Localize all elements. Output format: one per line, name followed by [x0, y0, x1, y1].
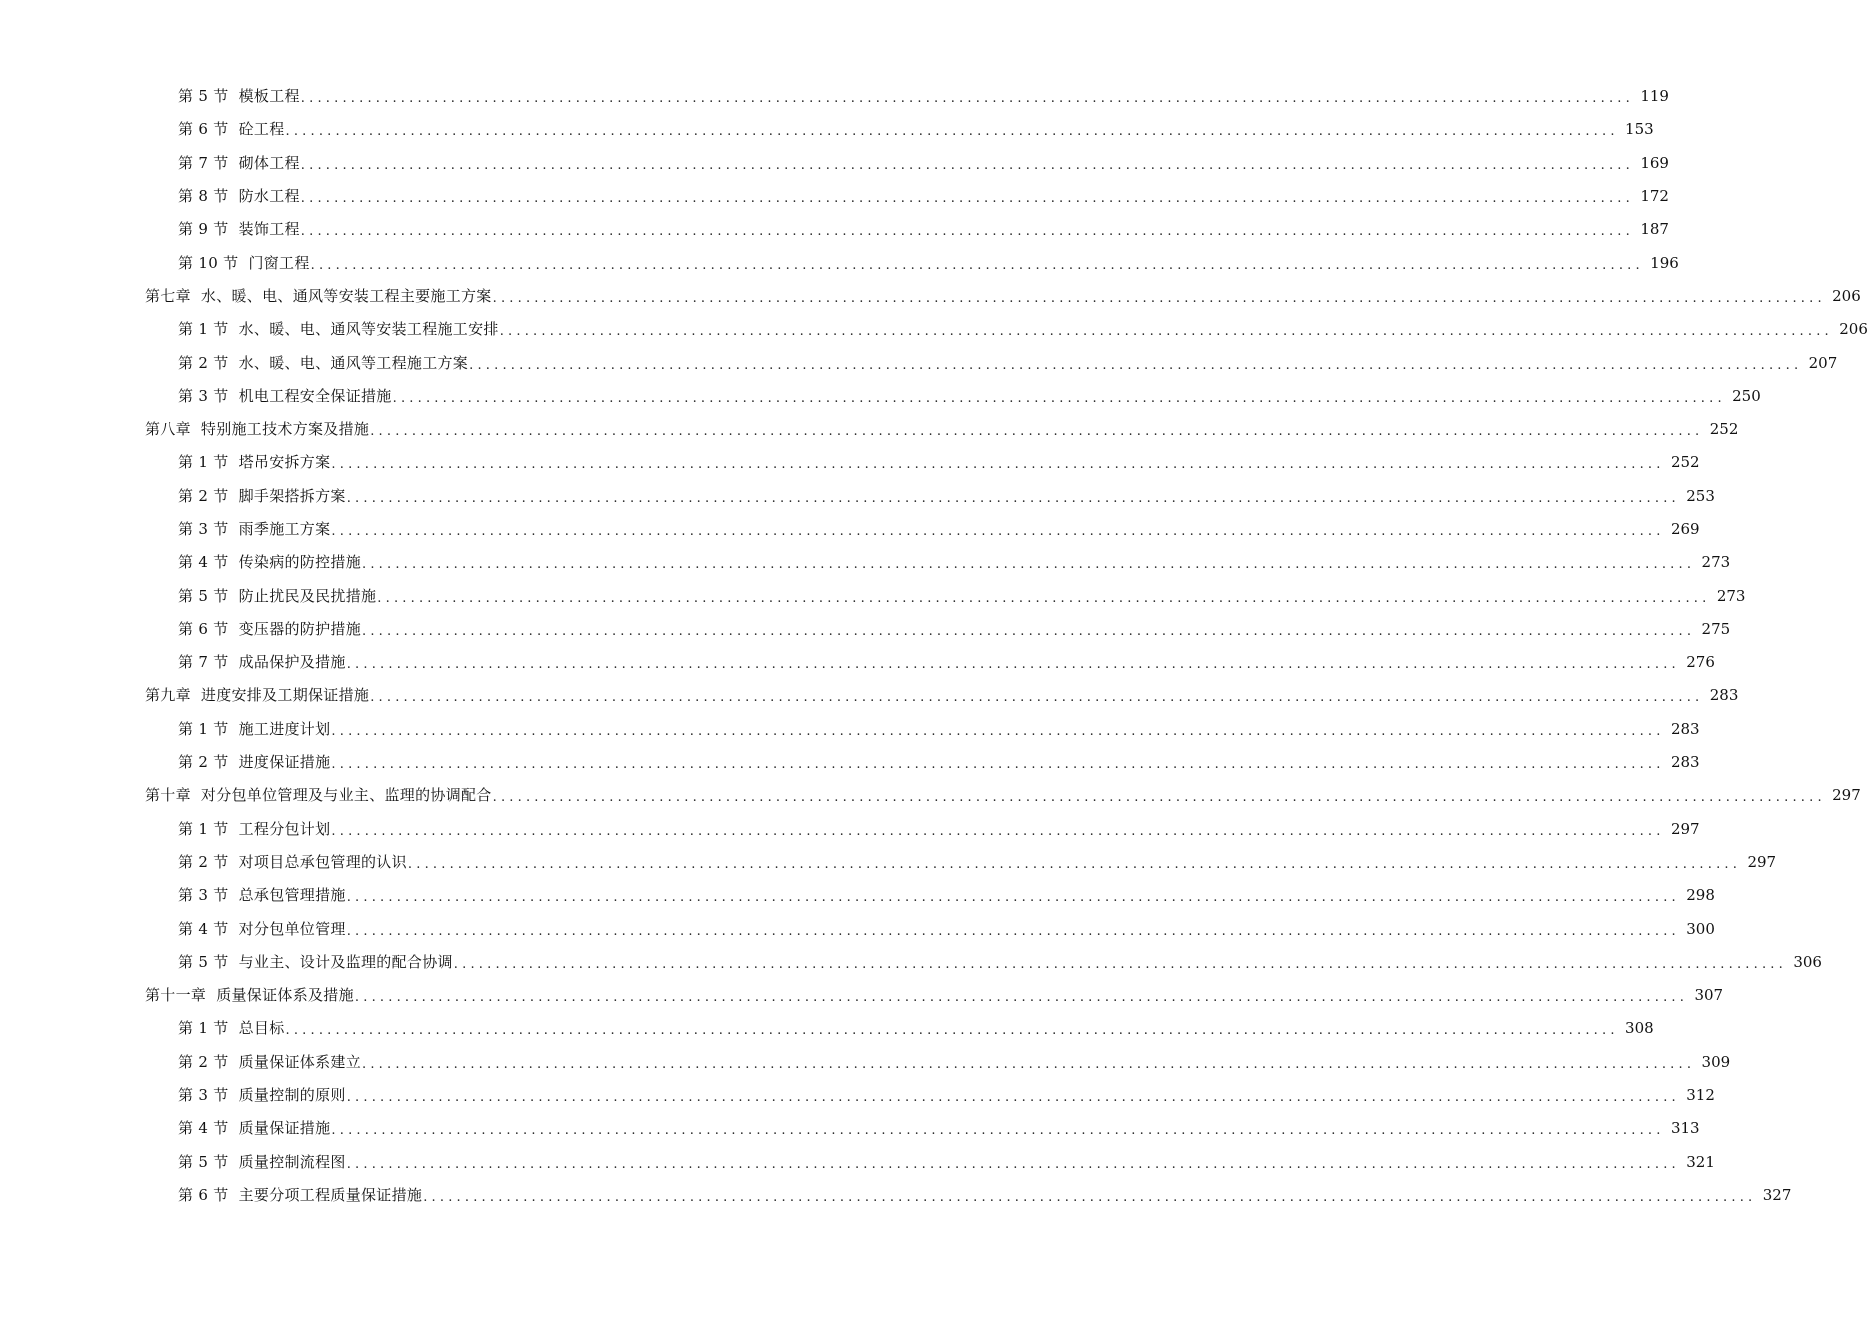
toc-page-number: 153	[1625, 120, 1654, 139]
toc-page-number: 252	[1670, 453, 1700, 472]
toc-page-number: 300	[1686, 919, 1715, 938]
toc-entry-title: 机电工程安全保证措施	[238, 386, 392, 405]
toc-entry-label	[178, 153, 300, 172]
toc-dot-leader: ................................................................................................................................................................	[331, 823, 1665, 839]
toc-entry-label	[145, 988, 354, 1003]
toc-page-number: 172	[1640, 187, 1669, 206]
toc-entry-label	[178, 1052, 361, 1071]
toc-page-number: 309	[1701, 1052, 1731, 1071]
toc-dot-leader: ................................................................................................................................................................	[362, 1056, 1696, 1072]
toc-entry-label	[178, 919, 346, 938]
toc-entry-title: 塔吊安拆方案	[238, 453, 331, 472]
toc-entry-title: 质量控制流程图	[238, 1152, 346, 1171]
toc-entry-title: 质量保证措施	[238, 1119, 331, 1138]
toc-entry-title: 质量保证体系建立	[238, 1052, 361, 1071]
toc-section-entry[interactable]	[0, 1112, 1700, 1145]
toc-entry-label	[178, 819, 331, 838]
toc-entry-number: 第 4 节	[178, 1119, 229, 1138]
toc-section-entry[interactable]	[0, 646, 1715, 679]
toc-section-entry[interactable]	[0, 180, 1669, 213]
toc-entry-number: 第 6 节	[178, 1185, 229, 1204]
toc-entry-number: 第 3 节	[178, 886, 229, 905]
toc-entry-label	[178, 253, 310, 272]
toc-page-number: 327	[1762, 1185, 1792, 1204]
toc-chapter-entry[interactable]	[0, 779, 1861, 812]
toc-entry-title: 对项目总承包管理的认识	[238, 852, 407, 871]
toc-entry-label	[178, 555, 361, 570]
toc-entry-number: 第 6 节	[178, 619, 229, 638]
toc-entry-number: 第 8 节	[178, 187, 229, 206]
toc-section-entry[interactable]	[0, 80, 1669, 113]
toc-entry-label	[178, 522, 330, 537]
toc-entry-label	[178, 1121, 330, 1136]
toc-entry-label	[178, 486, 346, 505]
toc-dot-leader: ................................................................................................................................................................	[331, 457, 1665, 473]
toc-dot-leader: ................................................................................................................................................................	[285, 124, 1619, 140]
toc-section-entry[interactable]	[0, 1046, 1731, 1079]
toc-page-number: 253	[1686, 486, 1715, 505]
toc-entry-label	[178, 122, 285, 137]
toc-entry-label	[145, 788, 492, 803]
toc-entry-number: 第 2 节	[178, 353, 229, 372]
toc-entry-number: 第 3 节	[178, 520, 229, 538]
toc-page-number: 206	[1839, 320, 1868, 339]
toc-entry-number: 第 2 节	[178, 852, 229, 871]
toc-section-entry[interactable]	[0, 912, 1715, 945]
toc-section-entry[interactable]	[0, 813, 1700, 846]
toc-entry-number: 第 1 节	[178, 320, 229, 339]
toc-section-entry[interactable]	[0, 446, 1700, 479]
toc-entry-title: 总目标	[238, 1019, 285, 1038]
toc-section-entry[interactable]	[0, 1079, 1715, 1112]
toc-entry-number: 第 2 节	[178, 1052, 229, 1071]
toc-entry-title: 特别施工技术方案及措施	[200, 420, 370, 439]
toc-dot-leader: ................................................................................................................................................................	[346, 890, 1680, 906]
toc-page-number: 306	[1793, 952, 1822, 971]
toc-entry-title: 进度保证措施	[238, 753, 331, 772]
toc-section-entry[interactable]	[0, 1012, 1654, 1045]
toc-section-entry[interactable]	[0, 346, 1838, 379]
toc-page-number: 321	[1686, 1152, 1715, 1171]
toc-entry-title: 进度安排及工期保证措施	[200, 686, 370, 705]
toc-section-entry[interactable]	[0, 713, 1700, 746]
toc-entry-title: 水、暖、电、通风等工程施工方案	[238, 353, 469, 372]
toc-dot-leader: ................................................................................................................................................................	[285, 1023, 1619, 1039]
toc-dot-leader: ................................................................................................................................................................	[407, 856, 1742, 872]
toc-section-entry[interactable]	[0, 313, 1868, 346]
toc-entry-title: 水、暖、电、通风等安装工程施工安排	[238, 320, 499, 339]
toc-page-number: 283	[1670, 753, 1700, 772]
toc-entry-number: 第八章	[145, 420, 191, 439]
toc-entry-title: 传染病的防控措施	[238, 553, 361, 572]
toc-entry-label	[178, 455, 330, 470]
toc-page-number: 307	[1694, 986, 1724, 1005]
toc-page-number: 207	[1808, 353, 1838, 372]
toc-page-number: 283	[1670, 719, 1700, 738]
toc-entry-title: 砼工程	[238, 120, 285, 139]
toc-dot-leader: ................................................................................................................................................................	[300, 91, 1634, 107]
toc-dot-leader: ................................................................................................................................................................	[300, 157, 1634, 173]
toc-dot-leader: ................................................................................................................................................................	[331, 524, 1665, 539]
toc-entry-number: 第 9 节	[178, 220, 229, 239]
toc-section-entry[interactable]	[0, 946, 1822, 979]
toc-page-number: 297	[1670, 819, 1700, 838]
toc-dot-leader: ................................................................................................................................................................	[469, 357, 1803, 373]
toc-section-entry[interactable]	[0, 613, 1731, 646]
toc-entry-title: 装饰工程	[238, 220, 300, 239]
toc-entry-number: 第 10 节	[178, 253, 239, 272]
toc-page-number: 119	[1640, 87, 1669, 106]
toc-dot-leader: ................................................................................................................................................................	[392, 390, 1726, 406]
toc-entry-title: 对分包单位管理	[238, 919, 346, 938]
toc-section-entry[interactable]	[0, 846, 1777, 879]
toc-dot-leader: ................................................................................................................................................................	[300, 224, 1634, 240]
toc-entry-number: 第 2 节	[178, 753, 229, 772]
toc-entry-label	[178, 1152, 346, 1171]
toc-entry-title: 总承包管理措施	[238, 886, 346, 905]
toc-page-number: 298	[1686, 886, 1715, 905]
toc-page-number: 283	[1709, 686, 1739, 705]
toc-entry-title: 变压器的防护措施	[238, 619, 361, 638]
toc-entry-number: 第七章	[145, 286, 191, 305]
toc-entry-number: 第十一章	[145, 986, 207, 1005]
toc-entry-label	[178, 755, 330, 770]
toc-page-number: 312	[1686, 1086, 1715, 1105]
toc-page-number: 196	[1650, 253, 1679, 272]
toc-dot-leader: ................................................................................................................................................................	[354, 990, 1689, 1006]
toc-dot-leader: ................................................................................................................................................................	[346, 657, 1680, 673]
toc-entry-title: 防止扰民及民扰措施	[238, 586, 377, 605]
toc-entry-title: 砌体工程	[238, 153, 300, 172]
toc-section-entry[interactable]	[0, 513, 1700, 546]
toc-dot-leader: ................................................................................................................................................................	[492, 790, 1826, 806]
toc-entry-number: 第 5 节	[178, 87, 229, 106]
toc-dot-leader: ................................................................................................................................................................	[499, 324, 1833, 340]
toc-entry-title: 对分包单位管理及与业主、监理的协调配合	[200, 786, 492, 805]
toc-entry-number: 第 7 节	[178, 653, 229, 672]
toc-dot-leader: ................................................................................................................................................................	[370, 424, 1704, 440]
toc-entry-title: 质量保证体系及措施	[216, 986, 354, 1005]
toc-page-number: 206	[1832, 286, 1861, 305]
toc-entry-label	[178, 1185, 423, 1204]
toc-entry-label	[178, 89, 300, 104]
toc-page-number: 273	[1716, 586, 1746, 605]
toc-entry-number: 第 5 节	[178, 952, 229, 971]
toc-entry-number: 第 5 节	[178, 586, 229, 605]
toc-entry-title: 成品保护及措施	[238, 653, 346, 672]
toc-dot-leader: ................................................................................................................................................................	[377, 590, 1711, 606]
toc-dot-leader: ................................................................................................................................................................	[346, 1156, 1680, 1172]
toc-entry-label	[178, 189, 300, 204]
toc-entry-title: 雨季施工方案	[238, 520, 331, 538]
toc-entry-label	[178, 1021, 285, 1036]
toc-entry-number: 第十章	[145, 786, 191, 805]
toc-entry-title: 施工进度计划	[238, 719, 331, 738]
toc-section-entry[interactable]	[0, 246, 1679, 279]
toc-entry-number: 第 1 节	[178, 719, 229, 738]
toc-entry-label	[178, 586, 377, 605]
toc-entry-number: 第 6 节	[178, 120, 229, 139]
toc-chapter-entry[interactable]	[0, 280, 1861, 313]
toc-dot-leader: ................................................................................................................................................................	[492, 290, 1826, 306]
toc-page-number: 308	[1625, 1019, 1654, 1038]
toc-page-number: 269	[1670, 520, 1700, 538]
toc-entry-number: 第 1 节	[178, 453, 229, 472]
toc-entry-number: 第 4 节	[178, 553, 229, 572]
toc-dot-leader: ................................................................................................................................................................	[362, 623, 1696, 639]
toc-page-number: 169	[1640, 153, 1669, 172]
toc-page-number: 187	[1640, 220, 1669, 239]
toc-dot-leader: ................................................................................................................................................................	[331, 1123, 1665, 1139]
toc-entry-number: 第九章	[145, 686, 191, 705]
toc-dot-leader: ................................................................................................................................................................	[346, 923, 1680, 939]
toc-page-number: 297	[1832, 786, 1861, 805]
toc-entry-number: 第 2 节	[178, 486, 229, 505]
toc-entry-label	[178, 222, 300, 237]
toc-entry-title: 与业主、设计及监理的配合协调	[238, 952, 453, 971]
toc-dot-leader: ................................................................................................................................................................	[346, 490, 1680, 506]
toc-section-entry[interactable]	[0, 1179, 1792, 1212]
toc-section-entry[interactable]	[0, 480, 1715, 513]
toc-page-number: 252	[1709, 420, 1739, 439]
toc-entry-number: 第 4 节	[178, 919, 229, 938]
toc-page-number: 273	[1701, 553, 1731, 572]
toc-entry-title: 主要分项工程质量保证措施	[238, 1185, 423, 1204]
toc-entry-label	[178, 1088, 346, 1103]
toc-entry-label	[178, 852, 407, 871]
table-of-contents	[0, 80, 1868, 1212]
toc-dot-leader: ................................................................................................................................................................	[453, 956, 1787, 972]
toc-entry-label	[178, 386, 392, 405]
toc-entry-number: 第 1 节	[178, 819, 229, 838]
toc-dot-leader: ................................................................................................................................................................	[423, 1189, 1757, 1205]
toc-entry-label	[145, 688, 369, 703]
toc-entry-title: 门窗工程	[248, 253, 310, 272]
toc-section-entry[interactable]	[0, 380, 1761, 413]
toc-entry-title: 质量控制的原则	[238, 1086, 346, 1105]
toc-dot-leader: ................................................................................................................................................................	[370, 690, 1704, 706]
toc-chapter-entry[interactable]	[0, 679, 1739, 712]
toc-entry-label	[178, 888, 346, 903]
toc-page-number: 297	[1747, 852, 1777, 871]
toc-section-entry[interactable]	[0, 147, 1669, 180]
toc-section-entry[interactable]	[0, 579, 1746, 612]
toc-entry-label	[178, 719, 331, 738]
toc-entry-label	[178, 322, 499, 337]
toc-section-entry[interactable]	[0, 213, 1669, 246]
toc-section-entry[interactable]	[0, 546, 1731, 579]
toc-page-number: 250	[1732, 386, 1761, 405]
toc-entry-number: 第 7 节	[178, 153, 229, 172]
toc-section-entry[interactable]	[0, 1146, 1715, 1179]
toc-section-entry[interactable]	[0, 746, 1700, 779]
toc-dot-leader: ................................................................................................................................................................	[362, 557, 1696, 573]
toc-entry-title: 水、暖、电、通风等安装工程主要施工方案	[200, 286, 492, 305]
toc-entry-number: 第 5 节	[178, 1152, 229, 1171]
toc-entry-title: 工程分包计划	[238, 819, 331, 838]
toc-chapter-entry[interactable]	[0, 979, 1724, 1012]
toc-entry-number: 第 3 节	[178, 1086, 229, 1105]
toc-section-entry[interactable]	[0, 113, 1654, 146]
toc-dot-leader: ................................................................................................................................................................	[300, 191, 1634, 207]
toc-entry-number: 第 1 节	[178, 1019, 229, 1038]
toc-entry-label	[178, 952, 453, 971]
toc-page-number: 276	[1686, 653, 1715, 672]
toc-entry-label	[178, 655, 346, 670]
toc-entry-label	[145, 422, 369, 437]
toc-page-number: 275	[1701, 619, 1731, 638]
toc-dot-leader: ................................................................................................................................................................	[331, 757, 1665, 773]
toc-entry-title: 脚手架搭拆方案	[238, 486, 346, 505]
toc-dot-leader: ................................................................................................................................................................	[310, 257, 1644, 273]
toc-entry-title: 模板工程	[238, 87, 300, 106]
toc-entry-label	[178, 619, 361, 638]
toc-dot-leader: ................................................................................................................................................................	[331, 723, 1665, 739]
toc-dot-leader: ................................................................................................................................................................	[346, 1090, 1680, 1106]
toc-chapter-entry[interactable]	[0, 413, 1739, 446]
toc-entry-label	[178, 353, 469, 372]
toc-page-number: 313	[1670, 1119, 1700, 1138]
toc-entry-number: 第 3 节	[178, 386, 229, 405]
toc-entry-title: 防水工程	[238, 187, 300, 206]
toc-section-entry[interactable]	[0, 879, 1715, 912]
toc-entry-label	[145, 286, 492, 305]
